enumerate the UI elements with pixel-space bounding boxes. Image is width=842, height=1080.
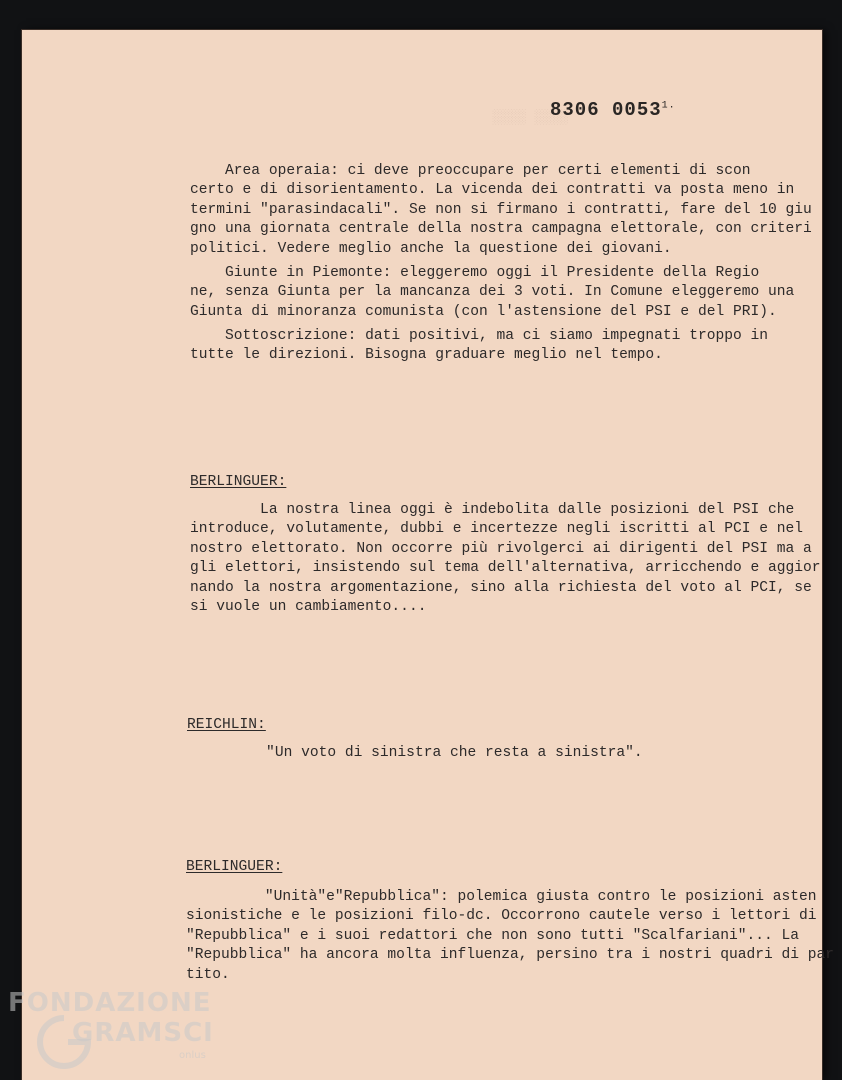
document-number-suffix: 1.	[661, 100, 676, 112]
speaker-reichlin: REICHLIN:	[187, 717, 266, 733]
paragraph-reichlin: "Un voto di sinistra che resta a sinistra".	[196, 745, 643, 761]
document-number-value: 8306 0053	[550, 99, 662, 121]
paragraph-area-operaia: Area operaia: ci deve preoccupare per certi elementi di scon certo e di disorientamento. La vicenda dei contratti va posta meno termini "parasindacali". Se non si firmano i contratti, fare del 10 gno una giornata centrale della nostra campagna elettorale, con politici. Vedere meglio anche la questione dei giovani.	[190, 163, 777, 257]
paragraph-berlinguer-1: La nostra linea oggi è indebolita dalle posizioni del PSI introduce, volutamente, dubbi e incertezze negli iscritti al PCI e nostro elettorato. Non occorre più rivolgerci ai dirigenti del PSI gli elettori, insistendo sul tema dell'alternativa, arricchendo e nando la nostra argomentazione, sino alla richiesta del voto al PCI, si vuole un cambiamento....	[190, 502, 786, 616]
watermark-line1: FONDAZIONE	[8, 988, 212, 1018]
paragraph-sottoscrizione: Sottoscrizione: dati positivi, ma ci siamo impegnati troppo in tutte le direzioni. Bisogna graduare meglio nel tempo.	[190, 328, 769, 364]
bleed-through: ░░░░ ░░░░	[492, 110, 568, 126]
paragraph-giunte: Giunte in Piemonte: eleggeremo oggi il Presidente della Regio ne, senza Giunta per la mancanza dei 3 voti. In Comune eleggeremo Giunta di minoranza comunista (con l'astensione del PSI e del PRI).	[190, 265, 777, 320]
speaker-berlinguer-2: BERLINGUER:	[186, 859, 283, 875]
paragraph-berlinguer-2: "Unità"e"Repubblica": polemica giusta contro le posizioni sionistiche e le posizioni filo-dc. Occorrono cautele verso i lettori "Repubblica" e i suoi redattori che non sono tutti "Scalfariani"... "Repubblica" ha ancora molta influenza, persino tra i nostri quadri tito.	[186, 889, 791, 983]
speaker-berlinguer-1: BERLINGUER:	[190, 474, 287, 490]
watermark-line2: GRAMSCI	[72, 1018, 214, 1048]
watermark-line3: onlus	[179, 1050, 206, 1061]
watermark-logo	[4, 988, 219, 1074]
document-number	[550, 99, 676, 121]
